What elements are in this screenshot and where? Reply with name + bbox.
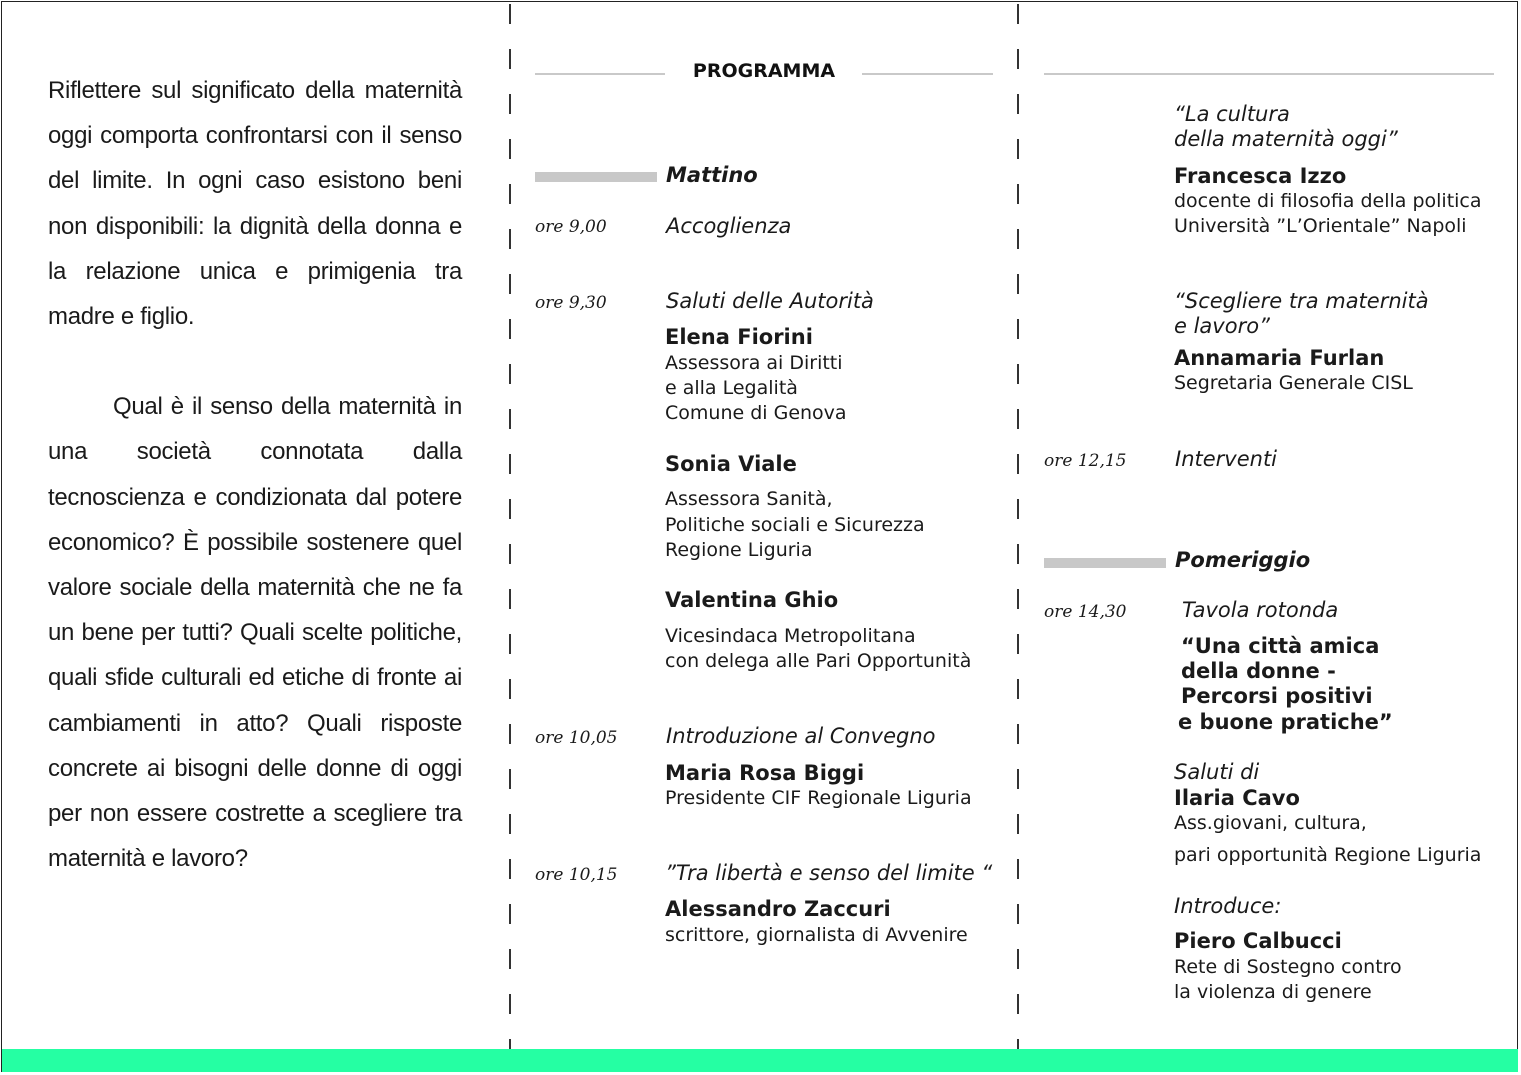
- fold-line-right: [1017, 4, 1019, 1070]
- introduzione-convegno: Introduzione al Convegno: [666, 724, 936, 748]
- izzo-name: Francesca Izzo: [1174, 164, 1347, 188]
- scegliere-title-1: “Scegliere tra maternità: [1174, 289, 1429, 313]
- intro-paragraph-2: Qual è il senso della maternità in una società connotata dalla tecnoscienza e condizionata dal potere economico? È possibile sostenere quel valore sociale della maternità che ne fa un bene per tutti? Quali scelte politiche, quali sfide culturali ed etiche di fronte ai cambiamenti in atto? Quali risposte concrete ai bisogni delle donne di oggi per non essere costrette a scegliere tra maternità e lavoro?: [48, 393, 462, 873]
- time-12-15: ore 12,15: [1044, 451, 1127, 471]
- pomeriggio-bar: [1044, 558, 1166, 568]
- cultura-title-1: “La cultura: [1174, 102, 1290, 126]
- viale-name: Sonia Viale: [665, 452, 797, 476]
- time-14-30: ore 14,30: [1044, 602, 1127, 622]
- time-10-15: ore 10,15: [535, 865, 618, 885]
- time-10-05: ore 10,05: [535, 728, 618, 748]
- title-rule-left: [535, 73, 665, 75]
- intro-paragraph-1: Riflettere sul significato della maternità oggi comporta confrontarsi con il senso del limite. In ogni caso esistono beni non disponibili: la dignità della donna e la relazione unica e primigenia tra madre e figlio.: [48, 77, 462, 331]
- tra-liberta-title: ”Tra libertà e senso del limite “: [665, 861, 993, 885]
- mattino-bar: [535, 172, 657, 182]
- calbucci-role-1: Rete di Sostegno contro: [1174, 956, 1402, 978]
- citta-title-1: “Una città amica: [1181, 634, 1380, 658]
- biggi-role: Presidente CIF Regionale Liguria: [665, 787, 972, 809]
- mattino-heading: Mattino: [666, 163, 758, 187]
- cavo-role-1: Ass.giovani, cultura,: [1174, 812, 1367, 834]
- calbucci-name: Piero Calbucci: [1174, 929, 1342, 953]
- citta-title-2: della donne -: [1181, 659, 1336, 683]
- accoglienza: Accoglienza: [666, 214, 792, 238]
- time-9-00: ore 9,00: [535, 217, 607, 237]
- izzo-role-2: Università ”L’Orientale” Napoli: [1174, 215, 1467, 237]
- tavola-rotonda: Tavola rotonda: [1182, 598, 1339, 622]
- biggi-name: Maria Rosa Biggi: [665, 761, 865, 785]
- introduce-label: Introduce:: [1174, 894, 1282, 918]
- calbucci-role-2: la violenza di genere: [1174, 981, 1372, 1003]
- fold-line-left: [509, 4, 511, 1070]
- zaccuri-name: Alessandro Zaccuri: [665, 897, 891, 921]
- viale-role-2: Politiche sociali e Sicurezza: [665, 514, 925, 536]
- citta-title-4: e buone pratiche”: [1178, 710, 1393, 734]
- intro-text: [48, 68, 462, 881]
- time-9-30: ore 9,30: [535, 293, 607, 313]
- interventi: Interventi: [1175, 447, 1278, 471]
- ghio-role-1: Vicesindaca Metropolitana: [665, 625, 916, 647]
- furlan-name: Annamaria Furlan: [1174, 346, 1385, 370]
- citta-title-3: Percorsi positivi: [1181, 684, 1373, 708]
- fiorini-role-3: Comune di Genova: [665, 402, 847, 424]
- izzo-role-1: docente di filosofia della politica: [1174, 190, 1482, 212]
- ghio-name: Valentina Ghio: [665, 588, 839, 612]
- ghio-role-2: con delega alle Pari Opportunità: [665, 650, 972, 672]
- bottom-accent-band: [2, 1049, 1518, 1072]
- fiorini-role-1: Assessora ai Diritti: [665, 352, 843, 374]
- fiorini-name: Elena Fiorini: [665, 325, 813, 349]
- viale-role-3: Regione Liguria: [665, 539, 813, 561]
- saluti-di: Saluti di: [1174, 760, 1260, 784]
- programma-title: PROGRAMMA: [692, 60, 836, 82]
- pomeriggio-heading: Pomeriggio: [1175, 548, 1311, 572]
- zaccuri-role: scrittore, giornalista di Avvenire: [665, 924, 968, 946]
- cavo-role-2: pari opportunità Regione Liguria: [1174, 844, 1482, 866]
- fiorini-role-2: e alla Legalità: [665, 377, 798, 399]
- right-top-rule: [1044, 73, 1494, 75]
- cultura-title-2: della maternità oggi”: [1174, 127, 1398, 151]
- scegliere-title-2: e lavoro”: [1174, 314, 1270, 338]
- furlan-role: Segretaria Generale CISL: [1174, 372, 1413, 394]
- saluti-autorita: Saluti delle Autorità: [666, 289, 874, 313]
- title-rule-right: [862, 73, 993, 75]
- viale-role-1: Assessora Sanità,: [665, 488, 833, 510]
- cavo-name: Ilaria Cavo: [1174, 786, 1300, 810]
